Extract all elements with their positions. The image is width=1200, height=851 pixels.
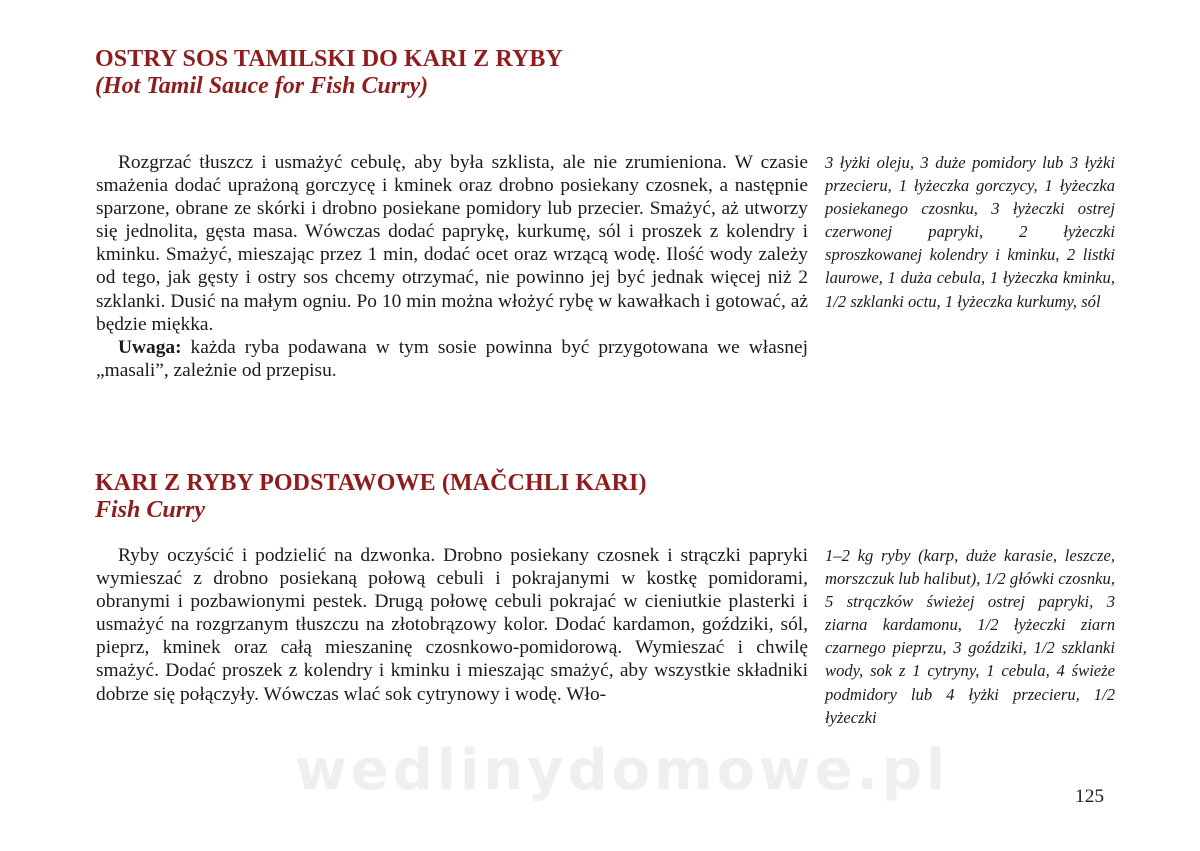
note-text: każda ryba podawana w tym sosie powinna być przygotowana we własnej „masali”, zależnie od przepisu. xyxy=(96,336,808,381)
recipe-1-body: Rozgrzać tłuszcz i usmażyć cebulę, aby była szklista, ale nie zrumieniona. W czasie smażenia dodać uprażoną gorczycę i kminek oraz drobno posiekany czosnek, a następnie sparzone, obrane ze skórki i drobno posiekane pomidory lub przecier. Smażyć, aż utworzy się jednolita, gęsta masa. Wówczas dodać paprykę, kurkumę, sól i proszek z kolendry i kminku. Smażyć, mieszając przez 1 min, dodać ocet oraz wrzącą wodę. Ilość wody zależy od tego, jak gęsty i ostry sos chcemy otrzymać, nie powinno jej być jednak więcej niż 2 szklanki. Dusić na małym ogniu. Po 10 min można włożyć rybę w kawałkach i gotować, aż będzie miękka. xyxy=(96,152,808,335)
recipe-1-note xyxy=(96,336,808,382)
recipe-1-title: OSTRY SOS TAMILSKI DO KARI Z RYBY xyxy=(95,46,563,72)
recipe-2-body: Ryby oczyścić i podzielić na dzwonka. Drobno posiekany czosnek i strączki papryki wymieszać z drobno posiekaną połową cebuli i pokrajanymi w kostkę pomidorami, obranymi i pozbawionymi pestek. Drugą połowę cebuli pokrajać w cieniutkie plasterki i usmażyć na rozgrzanym tłuszczu na złotobrązowy kolor. Dodać kardamon, goździki, sól, pieprz, kminek oraz całą mieszaninę czosnkowo-pomidorową. Wymieszać i chwilę smażyć. Dodać proszek z kolendry i kminku i mieszając smażyć, aby wszystkie składniki dobrze się połączyły. Wówczas wlać sok cytrynowy i wodę. Wło- xyxy=(96,545,808,705)
recipe-1-subtitle: (Hot Tamil Sauce for Fish Curry) xyxy=(95,73,429,99)
recipe-1-instructions xyxy=(96,151,808,382)
recipe-2-ingredients: 1–2 kg ryby (karp, duże karasie, leszcze, morszczuk lub halibut), 1/2 główki czosnku, 5 strączków świeżej ostrej papryki, 3 ziarna kardamonu, 1/2 łyżeczki ziarn czarnego pieprzu, 3 goździki, 1/2 szklanki wody, sok z 1 cytryny, 1 cebula, 4 świeże podmidory lub 4 łyżki przecieru, 1/2 łyżeczki xyxy=(825,546,1115,727)
recipe-1-ingredients: 3 łyżki oleju, 3 duże pomidory lub 3 łyżki przecieru, 1 łyżeczka gorczycy, 1 łyżeczka posiekanego czosnku, 3 łyżeczki ostrej czerwonej papryki, 2 łyżeczki sproszkowanej kolendry i kminku, 2 listki laurowe, 1 duża cebula, 1 łyżeczka kminku, 1/2 szklanki octu, 1 łyżeczka kurkumy, sól xyxy=(825,153,1115,311)
recipe-2-subtitle: Fish Curry xyxy=(95,497,206,523)
note-label: Uwaga: xyxy=(118,336,182,358)
watermark: wedlinydomowe.pl xyxy=(295,738,950,803)
recipe-2-instructions xyxy=(96,544,808,706)
page-number: 125 xyxy=(1075,786,1105,807)
recipe-2-title: KARI Z RYBY PODSTAWOWE (MAČCHLI KARI) xyxy=(95,470,647,496)
